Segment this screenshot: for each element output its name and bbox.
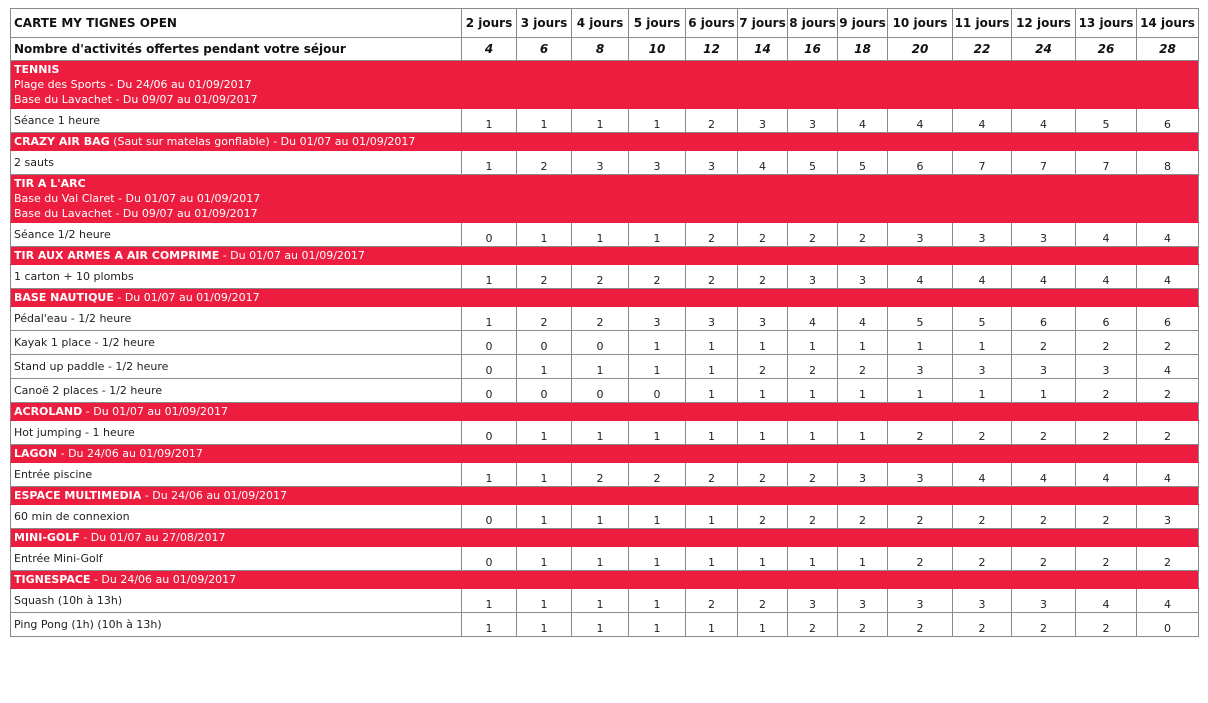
activity-quantity: 1 (888, 331, 953, 355)
activity-quantity: 0 (462, 379, 517, 403)
activity-quantity: 2 (686, 223, 738, 247)
activity-quantity: 1 (572, 505, 629, 529)
day-header: 12 jours (1012, 9, 1076, 38)
activity-label: Ping Pong (1h) (10h à 13h) (11, 613, 462, 637)
activity-quantity: 1 (788, 331, 838, 355)
activity-quantity: 2 (738, 589, 788, 613)
table-row (11, 547, 1199, 571)
activity-quantity: 2 (888, 421, 953, 445)
section-name: TIR AUX ARMES A AIR COMPRIME (14, 249, 220, 262)
table-row (11, 355, 1199, 379)
table-row (11, 505, 1199, 529)
activity-quantity: 2 (1076, 421, 1137, 445)
activity-quantity: 3 (888, 355, 953, 379)
activity-quantity: 2 (517, 307, 572, 331)
activity-quantity: 1 (953, 331, 1012, 355)
table-row (11, 331, 1199, 355)
activity-quantity: 3 (738, 109, 788, 133)
activity-quantity: 0 (462, 505, 517, 529)
activity-quantity: 2 (738, 355, 788, 379)
section-header-fill (462, 133, 1199, 151)
activity-quantity: 3 (738, 307, 788, 331)
activity-quantity: 2 (1012, 505, 1076, 529)
activity-quantity: 3 (888, 463, 953, 487)
section-name: TIGNESPACE (14, 573, 91, 586)
section-dates: (Saut sur matelas gonflable) - Du 01/07 au 01/09/2017 (109, 135, 416, 148)
activities-count: 6 (517, 38, 572, 61)
activity-quantity: 1 (838, 379, 888, 403)
activity-quantity: 1 (517, 109, 572, 133)
activity-quantity: 3 (686, 307, 738, 331)
activity-quantity: 4 (1076, 589, 1137, 613)
day-header: 14 jours (1137, 9, 1199, 38)
activity-quantity: 5 (838, 151, 888, 175)
activity-label: Pédal'eau - 1/2 heure (11, 307, 462, 331)
activity-quantity: 2 (738, 505, 788, 529)
section-header (11, 289, 462, 307)
activities-count: 16 (788, 38, 838, 61)
section-header-fill (462, 175, 1199, 223)
table-row (11, 223, 1199, 247)
activity-quantity: 3 (788, 109, 838, 133)
activity-label: Kayak 1 place - 1/2 heure (11, 331, 462, 355)
section-header-row (11, 175, 1199, 223)
day-header: 3 jours (517, 9, 572, 38)
activity-quantity: 1 (517, 463, 572, 487)
activity-quantity: 1 (629, 421, 686, 445)
activities-count: 4 (462, 38, 517, 61)
activity-quantity: 1 (686, 355, 738, 379)
activity-quantity: 3 (888, 223, 953, 247)
activity-quantity: 0 (462, 421, 517, 445)
activity-quantity: 3 (1012, 589, 1076, 613)
activity-quantity: 2 (888, 613, 953, 637)
activity-quantity: 4 (953, 109, 1012, 133)
day-header: 9 jours (838, 9, 888, 38)
activity-quantity: 3 (788, 265, 838, 289)
day-header: 10 jours (888, 9, 953, 38)
activity-quantity: 1 (572, 613, 629, 637)
activity-quantity: 2 (738, 223, 788, 247)
activity-quantity: 1 (629, 331, 686, 355)
activities-count: 12 (686, 38, 738, 61)
section-location: Plage des Sports - Du 24/06 au 01/09/2017 (14, 78, 252, 91)
activity-quantity: 2 (1076, 547, 1137, 571)
activity-quantity: 1 (629, 589, 686, 613)
day-header: 4 jours (572, 9, 629, 38)
activity-quantity: 3 (838, 589, 888, 613)
section-header-row (11, 61, 1199, 109)
activity-quantity: 3 (629, 307, 686, 331)
day-header: 11 jours (953, 9, 1012, 38)
activity-quantity: 2 (838, 355, 888, 379)
activity-quantity: 1 (629, 109, 686, 133)
section-header (11, 445, 462, 463)
activity-quantity: 0 (517, 379, 572, 403)
activity-quantity: 1 (629, 223, 686, 247)
day-header: 8 jours (788, 9, 838, 38)
activity-quantity: 1 (788, 379, 838, 403)
activity-quantity: 2 (517, 151, 572, 175)
section-dates: - Du 24/06 au 01/09/2017 (90, 573, 237, 586)
day-header: 2 jours (462, 9, 517, 38)
activity-quantity: 4 (1137, 463, 1199, 487)
activity-quantity: 2 (1012, 421, 1076, 445)
day-header: 7 jours (738, 9, 788, 38)
section-header (11, 247, 462, 265)
activity-quantity: 2 (838, 223, 888, 247)
activity-quantity: 3 (953, 355, 1012, 379)
activity-quantity: 1 (629, 355, 686, 379)
activity-quantity: 2 (788, 463, 838, 487)
activity-quantity: 0 (462, 355, 517, 379)
table-row (11, 379, 1199, 403)
section-header-row (11, 247, 1199, 265)
activity-quantity: 4 (1137, 223, 1199, 247)
activities-count: 14 (738, 38, 788, 61)
activity-quantity: 2 (838, 613, 888, 637)
activity-quantity: 1 (462, 109, 517, 133)
activity-quantity: 1 (462, 613, 517, 637)
activity-quantity: 4 (1137, 355, 1199, 379)
activity-quantity: 2 (1012, 613, 1076, 637)
activity-quantity: 2 (1137, 421, 1199, 445)
activity-quantity: 1 (838, 547, 888, 571)
section-location: Base du Lavachet - Du 09/07 au 01/09/2017 (14, 93, 258, 106)
activity-quantity: 1 (953, 379, 1012, 403)
activities-count: 26 (1076, 38, 1137, 61)
activity-quantity: 4 (1137, 589, 1199, 613)
activity-quantity: 2 (1012, 331, 1076, 355)
activity-quantity: 7 (953, 151, 1012, 175)
activity-quantity: 4 (1076, 265, 1137, 289)
activity-quantity: 2 (738, 463, 788, 487)
activities-count: 24 (1012, 38, 1076, 61)
section-header-row (11, 487, 1199, 505)
activity-quantity: 3 (888, 589, 953, 613)
section-dates: - Du 01/07 au 27/08/2017 (79, 531, 226, 544)
activity-quantity: 2 (953, 421, 1012, 445)
activity-quantity: 1 (629, 505, 686, 529)
table-row (11, 307, 1199, 331)
section-location: Base du Val Claret - Du 01/07 au 01/09/2017 (14, 192, 261, 205)
section-header-fill (462, 529, 1199, 547)
section-header-row (11, 403, 1199, 421)
activity-quantity: 0 (462, 223, 517, 247)
activity-quantity: 2 (686, 463, 738, 487)
activity-quantity: 4 (1012, 265, 1076, 289)
activity-quantity: 4 (953, 463, 1012, 487)
activity-quantity: 7 (1076, 151, 1137, 175)
activity-quantity: 1 (517, 547, 572, 571)
activities-count: 28 (1137, 38, 1199, 61)
activity-quantity: 2 (1137, 547, 1199, 571)
activity-quantity: 4 (838, 307, 888, 331)
activity-quantity: 1 (686, 421, 738, 445)
section-header-fill (462, 289, 1199, 307)
header-row (11, 9, 1199, 38)
activity-quantity: 2 (1012, 547, 1076, 571)
activity-quantity: 2 (686, 589, 738, 613)
activity-quantity: 1 (738, 331, 788, 355)
section-header-fill (462, 487, 1199, 505)
activity-label: Stand up paddle - 1/2 heure (11, 355, 462, 379)
activity-quantity: 0 (462, 547, 517, 571)
section-header (11, 487, 462, 505)
activity-quantity: 6 (1137, 307, 1199, 331)
table-row (11, 613, 1199, 637)
activity-quantity: 0 (517, 331, 572, 355)
activity-quantity: 1 (738, 613, 788, 637)
activities-table-container (10, 8, 1198, 637)
activity-quantity: 4 (738, 151, 788, 175)
activity-quantity: 5 (1076, 109, 1137, 133)
activity-quantity: 1 (462, 307, 517, 331)
activity-quantity: 1 (462, 151, 517, 175)
activity-quantity: 3 (1012, 223, 1076, 247)
section-header-row (11, 571, 1199, 589)
activity-quantity: 4 (788, 307, 838, 331)
table-row (11, 589, 1199, 613)
section-dates: - Du 01/07 au 01/09/2017 (219, 249, 365, 262)
activity-label: 1 carton + 10 plombs (11, 265, 462, 289)
activity-quantity: 1 (462, 463, 517, 487)
activity-quantity: 3 (629, 151, 686, 175)
section-header (11, 529, 462, 547)
table-row (11, 421, 1199, 445)
activity-quantity: 3 (788, 589, 838, 613)
section-name: BASE NAUTIQUE (14, 291, 114, 304)
table-title: CARTE MY TIGNES OPEN (11, 9, 462, 38)
activity-label: 2 sauts (11, 151, 462, 175)
section-header (11, 175, 462, 223)
activity-quantity: 2 (788, 355, 838, 379)
activity-quantity: 2 (629, 265, 686, 289)
activity-quantity: 5 (888, 307, 953, 331)
activity-quantity: 1 (838, 331, 888, 355)
activity-quantity: 2 (788, 613, 838, 637)
activity-quantity: 1 (738, 547, 788, 571)
section-header-row (11, 445, 1199, 463)
activity-quantity: 2 (953, 613, 1012, 637)
activity-quantity: 1 (888, 379, 953, 403)
activity-quantity: 6 (1137, 109, 1199, 133)
activity-quantity: 0 (572, 379, 629, 403)
activity-quantity: 3 (1076, 355, 1137, 379)
activity-quantity: 2 (1137, 379, 1199, 403)
activity-label: Séance 1/2 heure (11, 223, 462, 247)
activity-quantity: 3 (1012, 355, 1076, 379)
activities-count: 22 (953, 38, 1012, 61)
section-header-row (11, 133, 1199, 151)
activity-quantity: 1 (629, 547, 686, 571)
activity-quantity: 3 (1137, 505, 1199, 529)
table-row (11, 109, 1199, 133)
activity-quantity: 1 (788, 547, 838, 571)
activity-quantity: 2 (788, 223, 838, 247)
activity-quantity: 1 (462, 265, 517, 289)
section-header-fill (462, 571, 1199, 589)
activity-label: Hot jumping - 1 heure (11, 421, 462, 445)
activity-quantity: 1 (838, 421, 888, 445)
activity-quantity: 1 (572, 355, 629, 379)
section-header-fill (462, 61, 1199, 109)
activity-quantity: 4 (1137, 265, 1199, 289)
activity-quantity: 2 (572, 307, 629, 331)
section-name: LAGON (14, 447, 58, 460)
activity-quantity: 2 (686, 265, 738, 289)
activity-quantity: 6 (888, 151, 953, 175)
activity-quantity: 4 (953, 265, 1012, 289)
activity-quantity: 2 (953, 505, 1012, 529)
activity-quantity: 3 (953, 223, 1012, 247)
activity-quantity: 3 (838, 265, 888, 289)
activity-quantity: 2 (1137, 331, 1199, 355)
activities-count: 8 (572, 38, 629, 61)
activity-quantity: 1 (686, 379, 738, 403)
activity-quantity: 2 (1076, 613, 1137, 637)
section-dates: - Du 01/07 au 01/09/2017 (82, 405, 228, 418)
activity-quantity: 2 (572, 463, 629, 487)
day-header: 5 jours (629, 9, 686, 38)
activity-quantity: 1 (686, 505, 738, 529)
activity-quantity: 2 (517, 265, 572, 289)
activity-quantity: 1 (572, 547, 629, 571)
activity-quantity: 1 (572, 109, 629, 133)
activity-quantity: 1 (629, 613, 686, 637)
section-header-fill (462, 403, 1199, 421)
section-header (11, 61, 462, 109)
activity-quantity: 0 (1137, 613, 1199, 637)
activity-quantity: 0 (462, 331, 517, 355)
activity-quantity: 2 (888, 505, 953, 529)
activity-quantity: 4 (1076, 463, 1137, 487)
activity-label: Séance 1 heure (11, 109, 462, 133)
activities-count: 10 (629, 38, 686, 61)
activity-quantity: 3 (953, 589, 1012, 613)
activity-label: Entrée Mini-Golf (11, 547, 462, 571)
activity-quantity: 2 (838, 505, 888, 529)
section-header-row (11, 529, 1199, 547)
section-dates: - Du 24/06 au 01/09/2017 (57, 447, 203, 460)
activity-quantity: 6 (1076, 307, 1137, 331)
activity-quantity: 4 (838, 109, 888, 133)
table-row (11, 151, 1199, 175)
activity-quantity: 1 (572, 421, 629, 445)
activity-quantity: 3 (838, 463, 888, 487)
activity-quantity: 1 (686, 547, 738, 571)
activities-count-label: Nombre d'activités offertes pendant votre séjour (11, 38, 462, 61)
activity-quantity: 3 (572, 151, 629, 175)
activity-quantity: 7 (1012, 151, 1076, 175)
section-name: ACROLAND (14, 405, 83, 418)
activity-label: Squash (10h à 13h) (11, 589, 462, 613)
section-header-fill (462, 247, 1199, 265)
activity-quantity: 1 (517, 589, 572, 613)
activity-quantity: 1 (517, 613, 572, 637)
activity-quantity: 1 (572, 223, 629, 247)
section-header (11, 133, 462, 151)
activity-label: Entrée piscine (11, 463, 462, 487)
activity-label: Canoë 2 places - 1/2 heure (11, 379, 462, 403)
activity-quantity: 8 (1137, 151, 1199, 175)
activity-quantity: 1 (738, 379, 788, 403)
activity-quantity: 2 (629, 463, 686, 487)
table-row (11, 463, 1199, 487)
section-name: TENNIS (14, 63, 60, 76)
section-dates: - Du 01/07 au 01/09/2017 (113, 291, 260, 304)
activity-quantity: 4 (888, 265, 953, 289)
activity-quantity: 1 (462, 589, 517, 613)
activity-quantity: 2 (1076, 505, 1137, 529)
section-header (11, 403, 462, 421)
activity-quantity: 1 (517, 355, 572, 379)
activity-quantity: 0 (629, 379, 686, 403)
activities-count: 18 (838, 38, 888, 61)
section-header-fill (462, 445, 1199, 463)
activity-quantity: 5 (788, 151, 838, 175)
section-name: ESPACE MULTIMEDIA (14, 489, 142, 502)
activity-quantity: 1 (738, 421, 788, 445)
section-name: MINI-GOLF (14, 531, 80, 544)
activities-table (10, 8, 1199, 637)
activity-quantity: 1 (686, 613, 738, 637)
activity-quantity: 2 (1076, 379, 1137, 403)
day-header: 13 jours (1076, 9, 1137, 38)
activity-quantity: 2 (686, 109, 738, 133)
activity-quantity: 2 (738, 265, 788, 289)
section-header-row (11, 289, 1199, 307)
activity-quantity: 4 (1012, 463, 1076, 487)
activities-count-row (11, 38, 1199, 61)
section-name: CRAZY AIR BAG (14, 135, 110, 148)
activities-count: 20 (888, 38, 953, 61)
activity-quantity: 2 (1076, 331, 1137, 355)
day-header: 6 jours (686, 9, 738, 38)
activity-quantity: 2 (953, 547, 1012, 571)
activity-quantity: 1 (1012, 379, 1076, 403)
activity-quantity: 3 (686, 151, 738, 175)
section-name: TIR A L'ARC (14, 177, 86, 190)
activity-quantity: 2 (888, 547, 953, 571)
section-header (11, 571, 462, 589)
activity-quantity: 1 (517, 505, 572, 529)
activity-quantity: 1 (788, 421, 838, 445)
activity-quantity: 1 (517, 223, 572, 247)
activity-quantity: 1 (517, 421, 572, 445)
activity-quantity: 0 (572, 331, 629, 355)
activity-quantity: 2 (572, 265, 629, 289)
activity-quantity: 1 (572, 589, 629, 613)
table-row (11, 265, 1199, 289)
activity-quantity: 6 (1012, 307, 1076, 331)
activity-quantity: 5 (953, 307, 1012, 331)
activity-quantity: 4 (1076, 223, 1137, 247)
activity-quantity: 4 (1012, 109, 1076, 133)
activity-quantity: 4 (888, 109, 953, 133)
activity-quantity: 2 (788, 505, 838, 529)
section-dates: - Du 24/06 au 01/09/2017 (141, 489, 287, 502)
activity-quantity: 1 (686, 331, 738, 355)
section-location: Base du Lavachet - Du 09/07 au 01/09/2017 (14, 207, 258, 220)
activity-label: 60 min de connexion (11, 505, 462, 529)
